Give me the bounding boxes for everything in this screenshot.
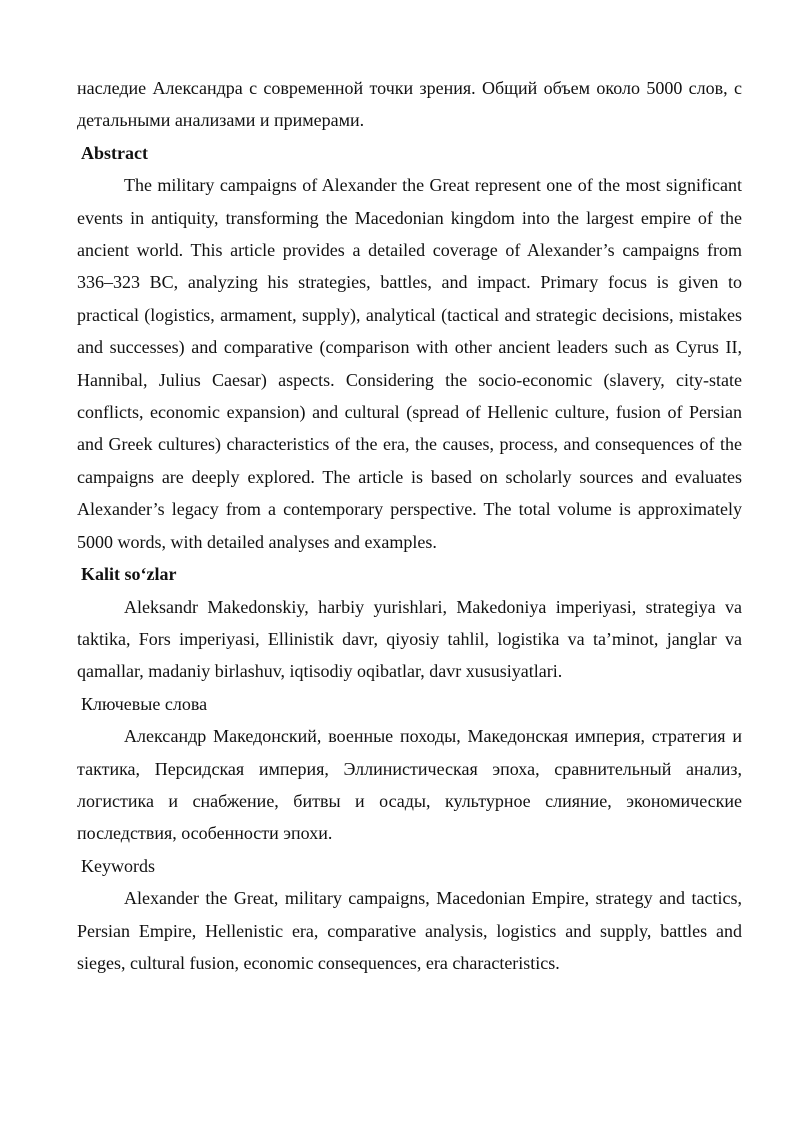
keywords-uz-heading: Kalit so‘zlar xyxy=(81,564,177,585)
keywords-en-heading: Keywords xyxy=(81,855,155,876)
keywords-uz-text: Aleksandr Makedonskiy, harbiy yurishlari, Makedoniya imperiyasi, strategiya va taktika, Fors imperiyasi, Ellinistik davr, qiyosiy tahlil, logistika va ta’minot, janglar va qamallar, madaniy birlashuv, iqtisodiy oqibatlar, davr xususiyatlari. xyxy=(77,596,742,682)
abstract-heading: Abstract xyxy=(81,142,148,163)
keywords-ru-heading: Ключевые слова xyxy=(81,693,208,714)
document-page xyxy=(77,72,742,979)
keywords-en-text: Alexander the Great, military campaigns, Macedonian Empire, strategy and tactics, Persian Empire, Hellenistic era, comparative analysis, logistics and supply, battles and sieges, cultural fusion, economic consequences, era characteristics. xyxy=(77,888,742,973)
keywords-ru-text: Александр Македонский, военные походы, Македонская империя, стратегия и тактика, Персидская империя, Эллинистическая эпоха, сравнительный анализ, логистика и снабжение, битвы и осады, культурное слияние, экономические последствия, особенности эпохи. xyxy=(77,726,742,844)
abstract-text: The military campaigns of Alexander the Great represent one of the most significant events in antiquity, transforming the Macedonian kingdom into the largest empire of the ancient world. This article provides a detailed coverage of Alexander’s campaigns from 336–323 BC, analyzing his strategies, battles, and impact. Primary focus is given to practical (logistics, armament, supply), analytical (tactical and strategic decisions, mistakes and successes) and comparative (comparison with other ancient leaders such as Cyrus II, Hannibal, Julius Caesar) aspects. Considering the socio-economic (slavery, city-state conflicts, economic expansion) and cultural (spread of Hellenic culture, fusion of Persian and Greek cultures) characteristics of the era, the causes, process, and consequences of the campaigns are deeply explored. The article is based on scholarly sources and evaluates Alexander’s legacy from a contemporary perspective. The total volume is approximately 5000 words, with detailed analyses and examples. xyxy=(77,175,742,552)
intro-paragraph-tail: наследие Александра с современной точки зрения. Общий объем около 5000 слов, с детальными анализами и примерами. xyxy=(77,78,742,131)
